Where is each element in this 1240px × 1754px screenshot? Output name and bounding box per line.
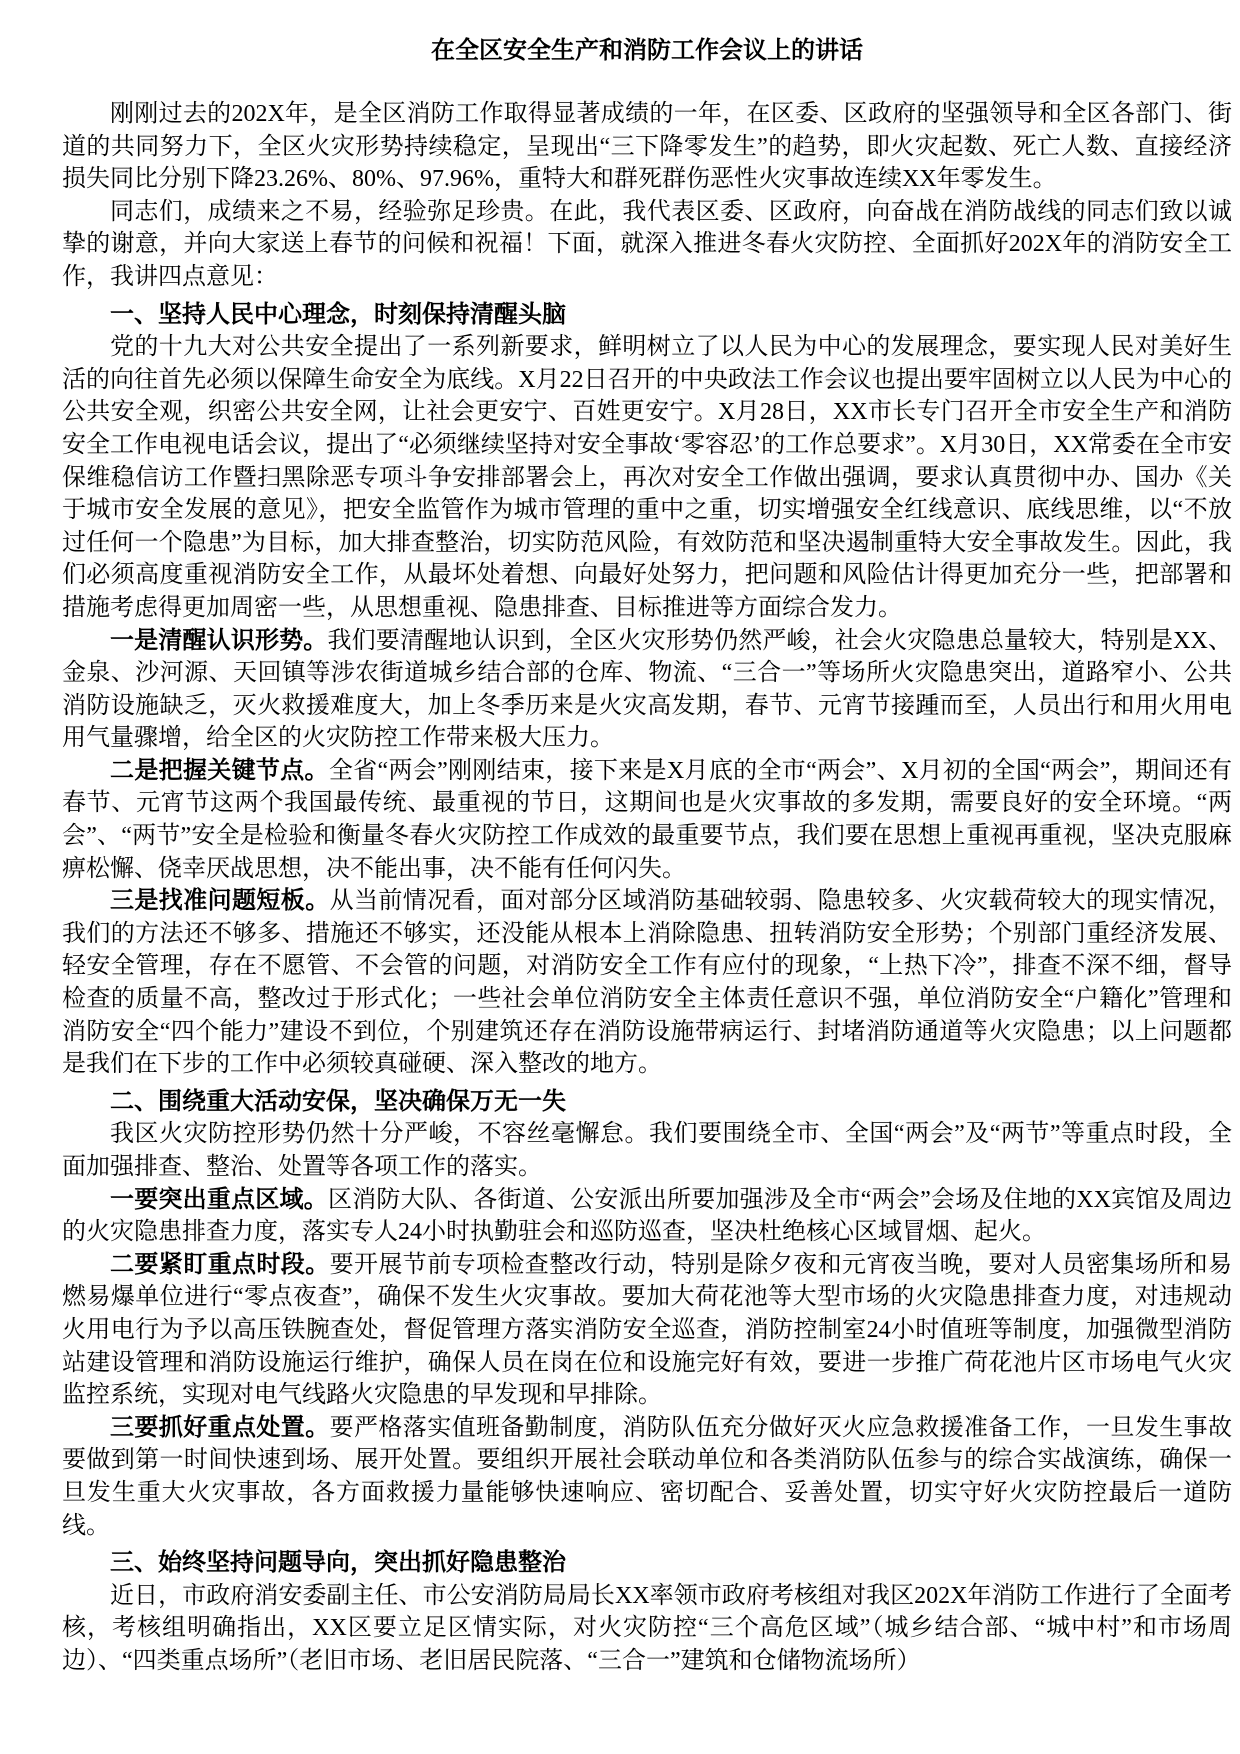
- section-heading: 二、围绕重大活动安保，坚决确保万无一失: [110, 1087, 566, 1115]
- section-heading: 三、始终坚持问题导向，突出抓好隐患整治: [110, 1549, 566, 1577]
- paragraph: 刚刚过去的202X年，是全区消防工作取得显著成绩的一年，在区委、区政府的坚强领导和全区各部门、街道的共同努力下，全区火灾形势持续稳定，呈现出“三下降零发生”的趋势，即火灾起数、死亡人数、直接经济损失同比分别下降23.26%、80%、97.96%，重特大和群死群伤恶性火灾事故连续XX年零发生。: [62, 101, 1232, 193]
- paragraph-text: 区消防大队、各街道、公安派出所要加强涉及全市“两会”会场及住地的XX宾馆及周边的火灾隐患排查力度，落实专人24小时执勤驻会和巡防巡查，坚决杜绝核心区域冒烟、起火。: [62, 1186, 1233, 1246]
- paragraph-text: 要严格落实值班备勤制度，消防队伍充分做好灭火应急救援准备工作，一旦发生事故要做到第一时间快速到场、展开处置。要组织开展社会联动单位和各类消防队伍参与的综合实战演练，确保一旦发生重大火灾事故，各方面救援力量能够快速响应、密切配合、妥善处置，切实守好火灾防控最后一道防线。: [62, 1414, 1233, 1539]
- paragraph: [62, 1249, 1232, 1412]
- paragraph: 我区火灾防控形势仍然十分严峻，不容丝毫懈怠。我们要围绕全市、全国“两会”及“两节”等重点时段，全面加强排查、整治、处置等各项工作的落实。: [62, 1121, 1232, 1180]
- paragraph-lead: 三是找准问题短板。: [110, 887, 330, 915]
- paragraph: [62, 885, 1232, 1081]
- paragraph: 同志们，成绩来之不易，经验弥足珍贵。在此，我代表区委、区政府，向奋战在消防战线的同志们致以诚挚的谢意，并向大家送上春节的问候和祝福！下面，就深入推进冬春火灾防控、全面抓好202X年的消防安全工作，我讲四点意见：: [62, 198, 1232, 290]
- document-page: [62, 30, 1232, 1678]
- paragraph: [62, 1184, 1232, 1249]
- paragraph-text: 我们要清醒地认识到，全区火灾形势仍然严峻，社会火灾隐患总量较大，特别是XX、金泉、沙河源、天回镇等涉农街道城乡结合部的仓库、物流、“三合一”等场所火灾隐患突出，道路窄小、公共消防设施缺乏，灭火救援难度大，加上冬季历来是火灾高发期，春节、元宵节接踵而至，人员出行和用火用电用气量骤增，给全区的火灾防控工作带来极大压力。: [62, 627, 1232, 752]
- paragraph-lead: 一是清醒认识形势。: [110, 626, 328, 654]
- paragraph-text: 要开展节前专项检查整改行动，特别是除夕夜和元宵夜当晚，要对人员密集场所和易燃易爆单位进行“零点夜查”，确保不发生火灾事故。要加大荷花池等大型市场的火灾隐患排查力度，对违规动火用电行为予以高压铁腕查处，督促管理方落实消防安全巡查，消防控制室24小时值班等制度，加强微型消防站建设管理和消防设施运行维护，确保人员在岗在位和设施完好有效，要进一步推广荷花池片区市场电气火灾监控系统，实现对电气线路火灾隐患的早发现和早排除。: [62, 1251, 1233, 1409]
- section-heading: 一、坚持人民中心理念，时刻保持清醒头脑: [110, 300, 566, 328]
- document-body: [62, 98, 1232, 1678]
- paragraph-lead: 二是把握关键节点。: [110, 756, 329, 784]
- paragraph-lead: 三要抓好重点处置。: [110, 1413, 330, 1441]
- paragraph: [62, 625, 1232, 755]
- paragraph: [62, 1412, 1232, 1542]
- paragraph-text: 从当前情况看，面对部分区域消防基础较弱、隐患较多、火灾载荷较大的现实情况，我们的方法还不够多、措施还不够实，还没能从根本上消除隐患、扭转消防安全形势；个别部门重经济发展、轻安全管理，存在不愿管、不会管的问题，对消防安全工作有应付的现象，“上热下冷”，排查不深不细，督导检查的质量不高，整改过于形式化；一些社会单位消防安全主体责任意识不强，单位消防安全“户籍化”管理和消防安全“四个能力”建设不到位，个别建筑还存在消防设施带病运行、封堵消防通道等火灾隐患；以上问题都是我们在下步的工作中必须较真碰硬、深入整改的地方。: [62, 888, 1233, 1078]
- paragraph: 党的十九大对公共安全提出了一系列新要求，鲜明树立了以人民为中心的发展理念，要实现人民对美好生活的向往首先必须以保障生命安全为底线。X月22日召开的中央政法工作会议也提出要牢固树立以人民为中心的公共安全观，织密公共安全网，让社会更安宁、百姓更安宁。X月28日，XX市长专门召开全市安全生产和消防安全工作电视电话会议，提出了“必须继续坚持对安全事故‘零容忍’的工作总要求”。X月30日，XX常委在全市安保维稳信访工作暨扫黑除恶专项斗争安排部署会上，再次对安全工作做出强调，要求认真贯彻中办、国办《关于城市安全发展的意见》，把安全监管作为城市管理的重中之重，切实增强安全红线意识、底线思维，以“不放过任何一个隐患”为目标，加大排查整治，切实防范风险，有效防范和坚决遏制重特大安全事故发生。因此，我们必须高度重视消防安全工作，从最坏处着想、向最好处努力，把问题和风险估计得更加充分一些，把部署和措施考虑得更加周密一些，从思想重视、隐患排查、目标推进等方面综合发力。: [62, 334, 1232, 621]
- paragraph: [62, 755, 1232, 885]
- paragraph-text: 全省“两会”刚刚结束，接下来是X月底的全市“两会”、X月初的全国“两会”，期间还有春节、元宵节这两个我国最传统、最重视的节日，这期间也是火灾事故的多发期，需要良好的安全环境。“两会”、“两节”安全是检验和衡量冬春火灾防控工作成效的最重要节点，我们要在思想上重视再重视，坚决克服麻痹松懈、侥幸厌战思想，决不能出事，决不能有任何闪失。: [62, 757, 1233, 882]
- document-title: 在全区安全生产和消防工作会议上的讲话: [431, 37, 863, 64]
- paragraph: 近日，市政府消安委副主任、市公安消防局局长XX率领市政府考核组对我区202X年消防工作进行了全面考核，考核组明确指出，XX区要立足区情实际，对火灾防控“三个高危区域”（城乡结合部、“城中村”和市场周边）、“四类重点场所”（老旧市场、老旧居民院落、“三合一”建筑和仓储物流场所）: [62, 1582, 1232, 1674]
- paragraph-lead: 二要紧盯重点时段。: [110, 1250, 330, 1278]
- paragraph-lead: 一要突出重点区域。: [110, 1185, 328, 1213]
